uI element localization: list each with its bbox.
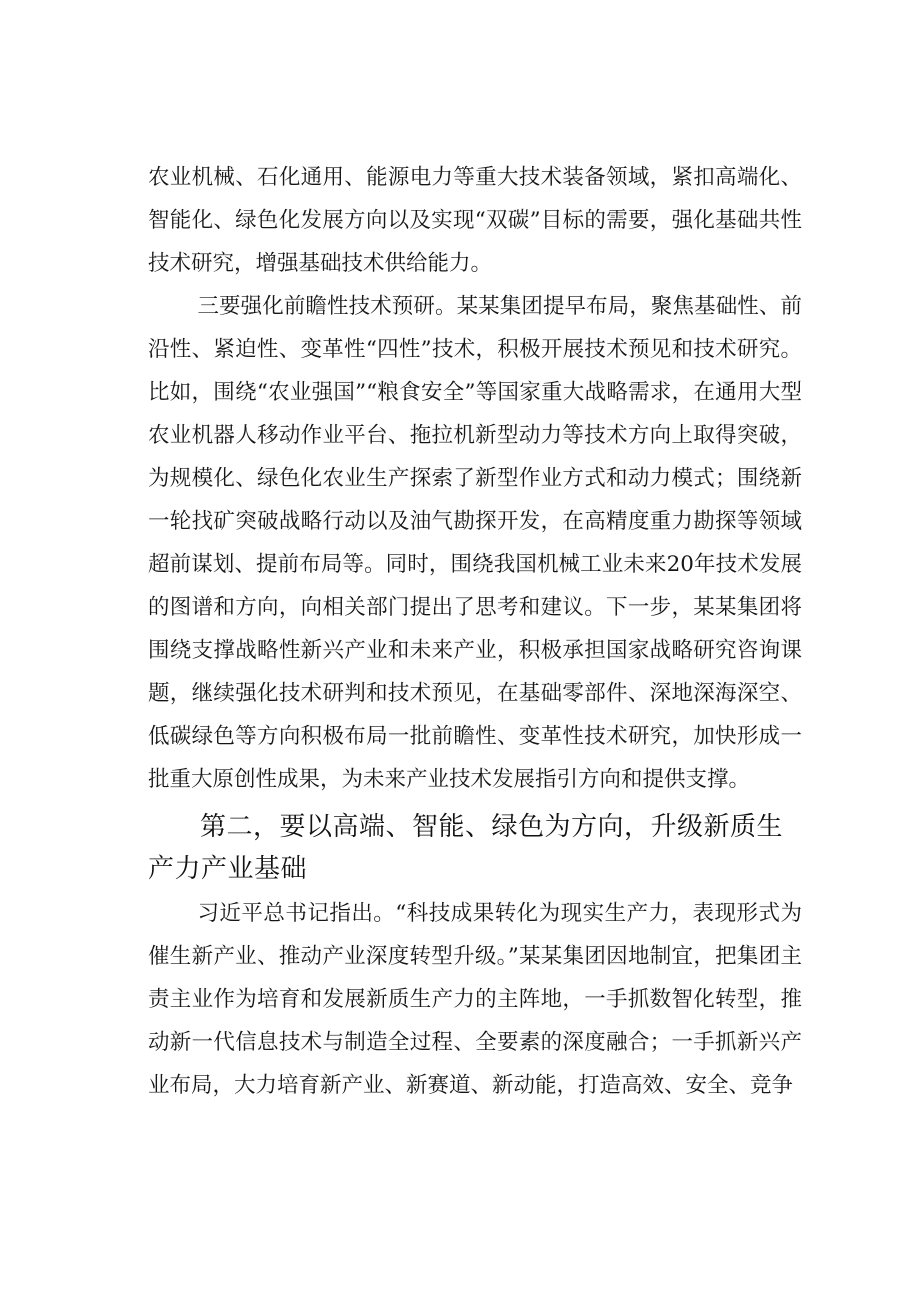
section-heading: 第二，要以高端、智能、绿色为方向，升级新质生产力产业基础 [148,812,784,884]
paragraph-tech-transformation: 习近平总书记指出。“科技成果转化为现实生产力，表现形式为催生新产业、推动产业深度转型升级。”某某集团因地制宜，把集团主责主业作为培育和发展新质生产力的主阵地，一手抓数智化转型，推动新一代信息技术与制造全过程、全要素的深度融合；一手抓新兴产业布局，大力培育新产业、新赛道、新动能，打造高效、安全、竞争 [148,901,802,1098]
paragraph-continuation: 农业机械、石化通用、能源电力等重大技术装备领域，紧扣高端化、智能化、绿色化发展方向以及实现“双碳”目标的需要，强化基础共性技术研究，增强基础技术供给能力。 [148,165,802,276]
paragraph-forward-looking-research: 三要强化前瞻性技术预研。某某集团提早布局，聚焦基础性、前沿性、紧迫性、变革性“四性”技术，积极开展技术预见和技术研究。比如，围绕“农业强国”“粮食安全”等国家重大战略需求，在通用大型农业机器人移动作业平台、拖拉机新型动力等技术方向上取得突破，为规模化、绿色化农业生产探索了新型作业方式和动力模式；围绕新一轮找矿突破战略行动以及油气勘探开发，在高精度重力勘探等领域超前谋划、提前布局等。同时，围绕我国机械工业未来20年技术发展的图谱和方向，向相关部门提出了思考和建议。下一步，某某集团将围绕支撑战略性新兴产业和未来产业，积极承担国家战略研究咨询课题，继续强化技术研判和技术预见，在基础零部件、深地深海深空、低碳绿色等方向积极布局一批前瞻性、变革性技术研究，加快形成一批重大原创性成果，为未来产业技术发展指引方向和提供支撑。 [148,294,802,792]
